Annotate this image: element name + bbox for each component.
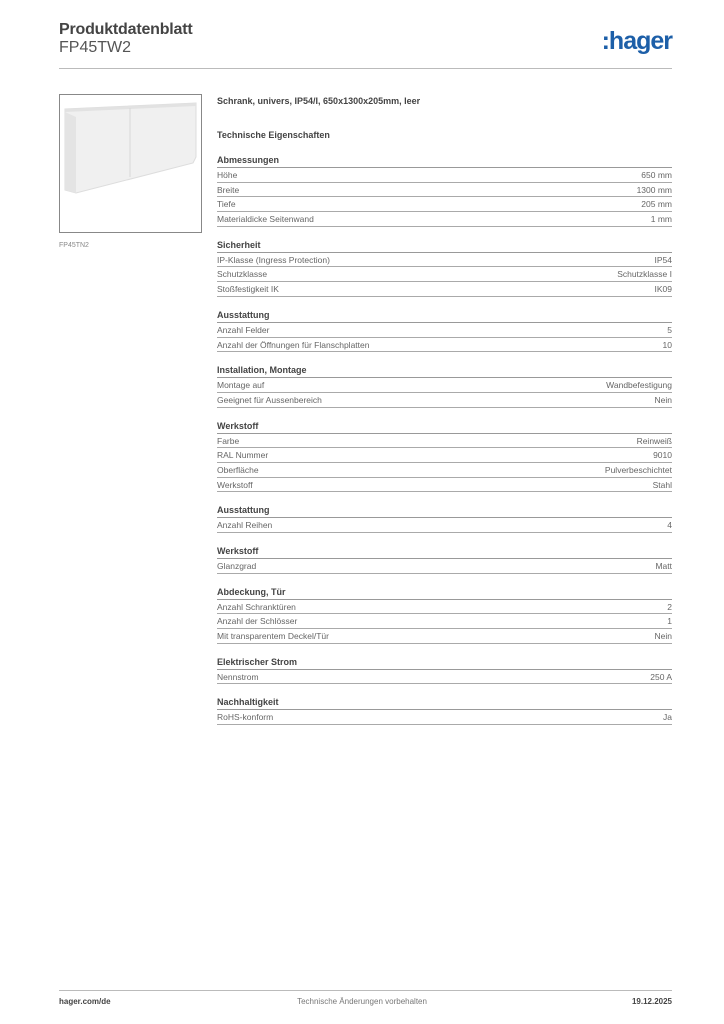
spec-section — [217, 238, 672, 297]
spec-section — [217, 363, 672, 407]
section-title: Elektrischer Strom — [217, 655, 672, 670]
image-caption: FP45TN2 — [59, 242, 89, 249]
header-divider — [59, 68, 672, 69]
spec-label: IP-Klasse (Ingress Protection) — [217, 254, 330, 265]
spec-label: Werkstoff — [217, 479, 253, 490]
spec-value: 650 mm — [641, 170, 672, 180]
spec-section — [217, 585, 672, 644]
spec-label: Anzahl Schranktüren — [217, 601, 296, 612]
spec-label: Geeignet für Aussenbereich — [217, 394, 322, 405]
spec-row — [217, 338, 672, 353]
footer-divider — [59, 990, 672, 991]
section-title: Sicherheit — [217, 238, 672, 253]
spec-value: IK09 — [654, 284, 672, 295]
spec-row — [217, 559, 672, 574]
spec-row — [217, 614, 672, 629]
section-title: Abmessungen — [217, 153, 672, 168]
spec-label: Montage auf — [217, 380, 265, 391]
spec-value: Pulverbeschichtet — [604, 464, 672, 475]
footer-website-link[interactable]: hager.com/de — [59, 997, 111, 1006]
spec-sections — [217, 153, 672, 725]
spec-label: Materialdicke Seitenwand — [217, 214, 314, 225]
spec-label: Glanzgrad — [217, 561, 257, 571]
spec-row — [217, 393, 672, 408]
product-description: Schrank, univers, IP54/I, 650x1300x205mm, leer — [217, 96, 421, 106]
spec-value: 5 — [667, 324, 672, 335]
spec-value: Ja — [663, 712, 672, 723]
hager-logo: :hager — [601, 27, 672, 55]
product-image — [59, 94, 202, 233]
spec-row — [217, 710, 672, 725]
spec-row — [217, 518, 672, 533]
spec-value: Matt — [655, 561, 672, 571]
spec-row — [217, 253, 672, 268]
spec-label: RAL Nummer — [217, 450, 269, 461]
spec-label: Anzahl Reihen — [217, 520, 273, 531]
cabinet-illustration — [60, 95, 201, 232]
spec-label: Anzahl der Schlösser — [217, 616, 298, 627]
spec-section — [217, 695, 672, 725]
spec-row — [217, 282, 672, 297]
spec-section — [217, 419, 672, 493]
spec-value: 1 — [667, 616, 672, 627]
section-title: Ausstattung — [217, 308, 672, 323]
tech-heading: Technische Eigenschaften — [217, 130, 330, 140]
spec-row — [217, 212, 672, 227]
section-title: Abdeckung, Tür — [217, 585, 672, 600]
spec-label: Tiefe — [217, 199, 236, 210]
spec-value: Wandbefestigung — [606, 380, 672, 391]
section-title: Ausstattung — [217, 503, 672, 518]
spec-section — [217, 308, 672, 352]
spec-value: Nein — [654, 631, 672, 642]
spec-label: RoHS-konform — [217, 712, 274, 723]
spec-row — [217, 434, 672, 449]
spec-value: 10 — [662, 339, 672, 350]
spec-value: 2 — [667, 601, 672, 612]
spec-row — [217, 463, 672, 478]
spec-value: Reinweiß — [636, 435, 672, 446]
spec-value: 205 mm — [641, 199, 672, 210]
spec-label: Farbe — [217, 435, 240, 446]
spec-label: Nennstrom — [217, 671, 259, 682]
spec-label: Mit transparentem Deckel/Tür — [217, 631, 329, 642]
footer-notice: Technische Änderungen vorbehalten — [297, 997, 427, 1006]
spec-section — [217, 503, 672, 533]
spec-label: Höhe — [217, 170, 238, 180]
section-title: Nachhaltigkeit — [217, 695, 672, 710]
spec-row — [217, 197, 672, 212]
spec-value: 9010 — [653, 450, 672, 461]
product-code: FP45TW2 — [59, 39, 132, 56]
spec-label: Breite — [217, 184, 240, 195]
spec-row — [217, 183, 672, 198]
spec-row — [217, 629, 672, 644]
section-title: Werkstoff — [217, 544, 672, 559]
spec-label: Anzahl der Öffnungen für Flanschplatten — [217, 339, 370, 350]
spec-value: IP54 — [654, 254, 672, 265]
section-title: Installation, Montage — [217, 363, 672, 378]
spec-value: Schutzklasse I — [617, 269, 672, 280]
page-title: Produktdatenblatt — [59, 21, 193, 38]
spec-label: Anzahl Felder — [217, 324, 270, 335]
footer-date: 19.12.2025 — [631, 997, 672, 1006]
product-details — [217, 96, 672, 725]
spec-row — [217, 378, 672, 393]
spec-label: Schutzklasse — [217, 269, 268, 280]
spec-row — [217, 168, 672, 183]
spec-row — [217, 478, 672, 493]
section-title: Werkstoff — [217, 419, 672, 434]
spec-value: Nein — [654, 394, 672, 405]
spec-value: 1300 mm — [636, 184, 672, 195]
spec-section — [217, 153, 672, 227]
spec-row — [217, 323, 672, 338]
spec-value: Stahl — [652, 479, 672, 490]
spec-row — [217, 670, 672, 685]
spec-row — [217, 600, 672, 615]
spec-value: 250 A — [650, 671, 672, 682]
spec-row — [217, 448, 672, 463]
spec-row — [217, 267, 672, 282]
spec-label: Oberfläche — [217, 464, 259, 475]
spec-section — [217, 655, 672, 685]
spec-value: 4 — [667, 520, 672, 531]
spec-value: 1 mm — [650, 214, 672, 225]
spec-section — [217, 544, 672, 574]
spec-label: Stoßfestigkeit IK — [217, 284, 279, 295]
